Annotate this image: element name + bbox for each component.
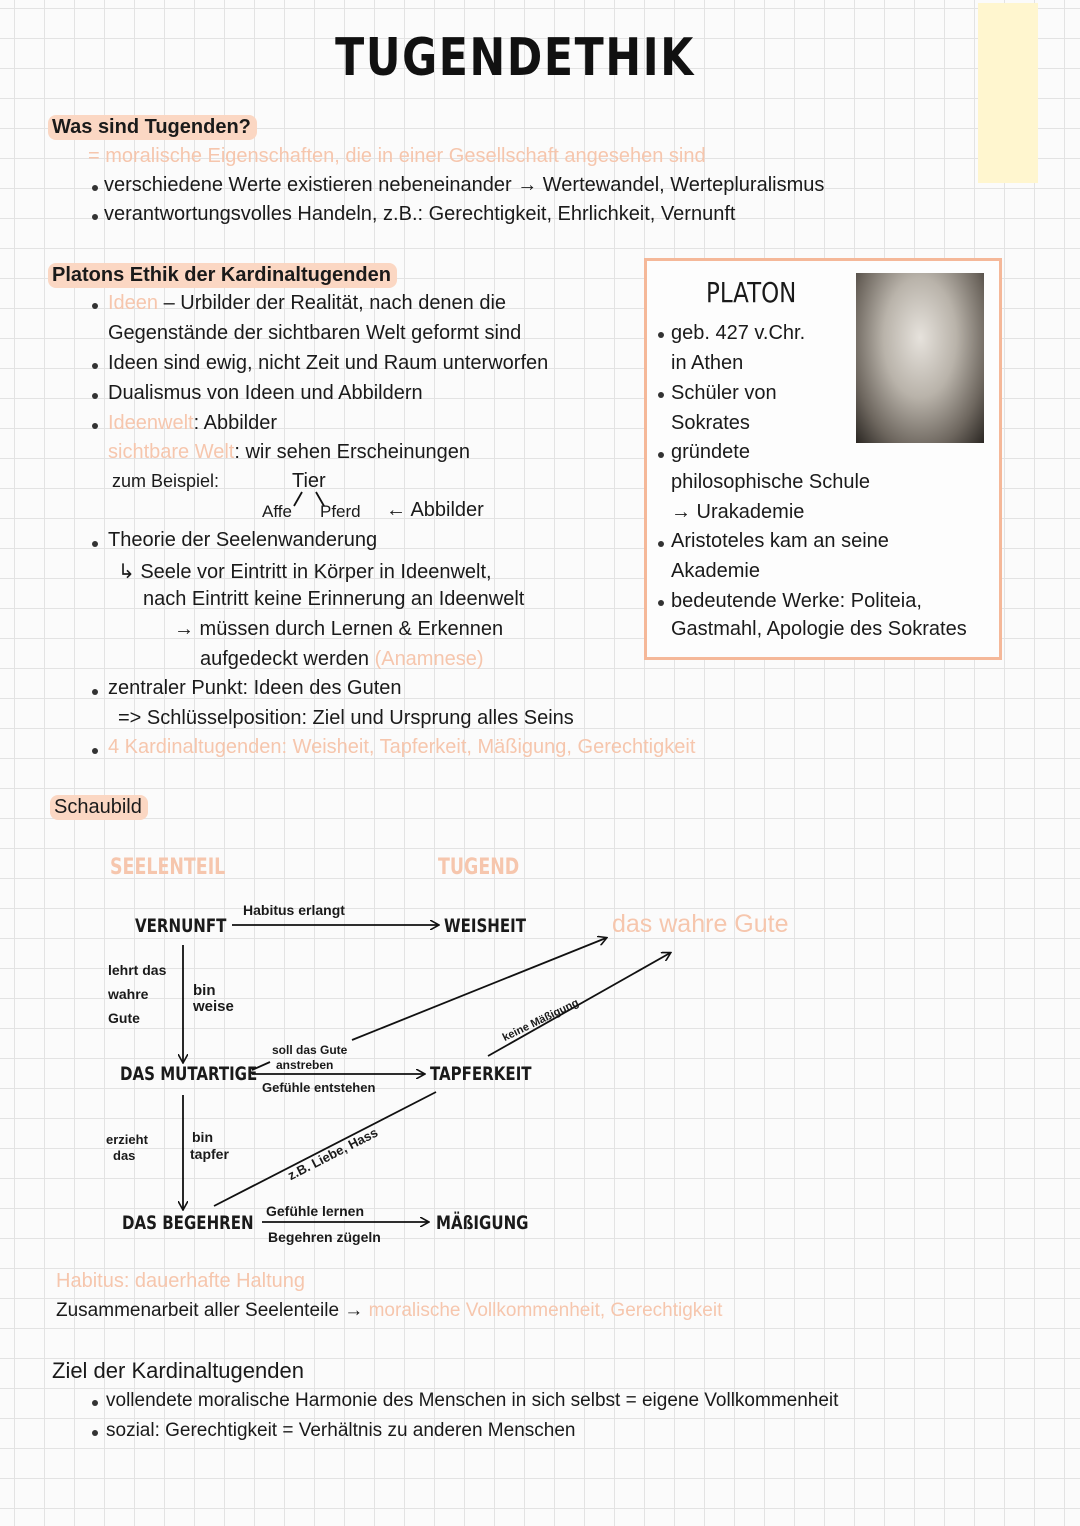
heading-schaubild: Schaubild: [50, 796, 148, 819]
text-seelenwanderung: Theorie der Seelenwanderung: [108, 529, 378, 551]
text-abbilder: ← Abbilder: [386, 499, 484, 521]
text-harmonie: vollendete moralische Harmonie des Menschen in sich selbst = eigene Vollkommenheit: [106, 1390, 839, 1411]
line-soll-upper: [252, 1062, 270, 1070]
text-sozial: sozial: Gerechtigkeit = Verhältnis zu anderen Menschen: [106, 1420, 576, 1441]
text-sichtbare-welt: sichtbare Welt: wir sehen Erscheinungen: [108, 441, 471, 463]
text-ideen: Ideen – Urbilder der Realität, nach denen die: [108, 292, 507, 314]
node-vernunft: VERNUNFT: [135, 915, 227, 937]
line-begehren-tapferkeit: [214, 1092, 436, 1206]
node-das-mutartige: DAS MUTARTIGE: [120, 1063, 258, 1085]
node-tapferkeit: TAPFERKEIT: [430, 1063, 532, 1085]
text-ideenwelt: Ideenwelt: Abbilder: [108, 412, 278, 434]
platon-werke-2: Gastmahl, Apologie des Sokrates: [671, 618, 967, 640]
platon-werke: bedeutende Werke: Politeia,: [671, 590, 922, 612]
text-tier: Tier: [292, 470, 326, 492]
label-lehrt-3: Gute: [108, 1010, 140, 1026]
label-erzieht-2: das: [113, 1148, 136, 1163]
platon-akademie: Akademie: [671, 560, 760, 582]
node-massigung: MÄßIGUNG: [436, 1212, 529, 1234]
label-erzieht-1: erzieht: [106, 1132, 148, 1147]
text-pferd: Pferd: [320, 502, 361, 521]
text-verantwortung: verantwortungsvolles Handeln, z.B.: Gerechtigkeit, Ehrlichkeit, Vernunft: [104, 203, 736, 225]
text-ideen-ewig: Ideen sind ewig, nicht Zeit und Raum unterworfen: [108, 352, 549, 374]
platon-athen: in Athen: [671, 352, 744, 374]
label-bin-weise-1: bin: [193, 982, 216, 999]
text-gegenstaende: Gegenstände der sichtbaren Welt geformt sind: [108, 322, 522, 344]
bullet: [92, 1400, 98, 1406]
line-tier-affe: [294, 492, 302, 506]
line-tier-pferd: [316, 492, 324, 506]
arrow-mutartige-gute: [352, 938, 606, 1040]
platon-gruendete: gründete: [671, 441, 750, 463]
heading-was-sind-tugenden: Was sind Tugenden?: [48, 116, 257, 139]
text-zentraler-punkt: zentraler Punkt: Ideen des Guten: [108, 677, 402, 699]
label-gefuehle-entstehen: Gefühle entstehen: [262, 1080, 376, 1095]
definition-tugend: = moralische Eigenschaften, die in einer Gesellschaft angesehen sind: [88, 145, 706, 167]
text-aufgedeckt: aufgedeckt werden (Anamnese): [200, 648, 484, 670]
label-lehrt-2: wahre: [108, 986, 149, 1002]
col-header-tugend: TUGEND: [438, 855, 520, 880]
bullet: [92, 1430, 98, 1436]
page-title: TUGENDETHIK: [335, 28, 695, 88]
heading-ziel-kardinaltugenden: Ziel der Kardinaltugenden: [52, 1358, 304, 1383]
node-das-begehren: DAS BEGEHREN: [122, 1212, 254, 1234]
label-gefuehle-lernen: Gefühle lernen: [266, 1203, 365, 1219]
label-liebe-hass: z.B. Liebe, Hass: [285, 1124, 381, 1183]
label-habitus-erlangt: Habitus erlangt: [243, 902, 345, 918]
text-schluesselposition: => Schlüsselposition: Ziel und Ursprung alles Seins: [118, 707, 574, 729]
text-wertewandel: verschiedene Werte existieren nebeneinander → Wertewandel, Wertepluralismus: [104, 174, 825, 196]
text-affe: Affe: [262, 502, 292, 521]
text-seele-vor-eintritt: ↳ Seele vor Eintritt in Körper in Ideenwelt,: [118, 561, 492, 583]
label-lehrt-1: lehrt das: [108, 962, 167, 978]
label-soll-2: anstreben: [276, 1058, 334, 1072]
node-weisheit: WEISHEIT: [444, 915, 527, 937]
label-bin-weise-2: weise: [193, 998, 234, 1015]
platon-schueler: Schüler von: [671, 382, 777, 404]
heading-platons-ethik: Platons Ethik der Kardinaltugenden: [48, 264, 397, 287]
text-keine-erinnerung: nach Eintritt keine Erinnerung an Ideenwelt: [143, 588, 525, 610]
platon-aristoteles: Aristoteles kam an seine: [671, 530, 889, 552]
platon-urakademie: → Urakademie: [671, 501, 805, 523]
label-bin-tapfer-1: bin: [192, 1129, 213, 1145]
label-soll-1: soll das Gute: [272, 1043, 348, 1057]
platon-box-title: PLATON: [706, 276, 797, 309]
text-dualismus: Dualismus von Ideen und Abbildern: [108, 382, 423, 404]
platon-geboren: geb. 427 v.Chr.: [671, 322, 806, 344]
col-header-seelenteil: SEELENTEIL: [110, 855, 226, 880]
text-zusammenarbeit: Zusammenarbeit aller Seelenteile → moralische Vollkommenheit, Gerechtigkeit: [56, 1300, 723, 1321]
node-das-wahre-gute: das wahre Gute: [612, 910, 789, 938]
text-kardinaltugenden: 4 Kardinaltugenden: Weisheit, Tapferkeit, Mäßigung, Gerechtigkeit: [108, 736, 696, 758]
platon-sokrates: Sokrates: [671, 412, 750, 434]
text-lernen-erkennen: → müssen durch Lernen & Erkennen: [174, 618, 504, 640]
arrow-tapferkeit-gute: [488, 953, 670, 1056]
label-begehren-zuegeln: Begehren zügeln: [268, 1229, 381, 1245]
label-bin-tapfer-2: tapfer: [190, 1146, 229, 1162]
platon-schule: philosophische Schule: [671, 471, 871, 493]
label-keine-massigung: keine Mäßigung: [500, 996, 581, 1044]
text-habitus-definition: Habitus: dauerhafte Haltung: [56, 1270, 306, 1292]
text-zum-beispiel: zum Beispiel:: [112, 471, 220, 491]
